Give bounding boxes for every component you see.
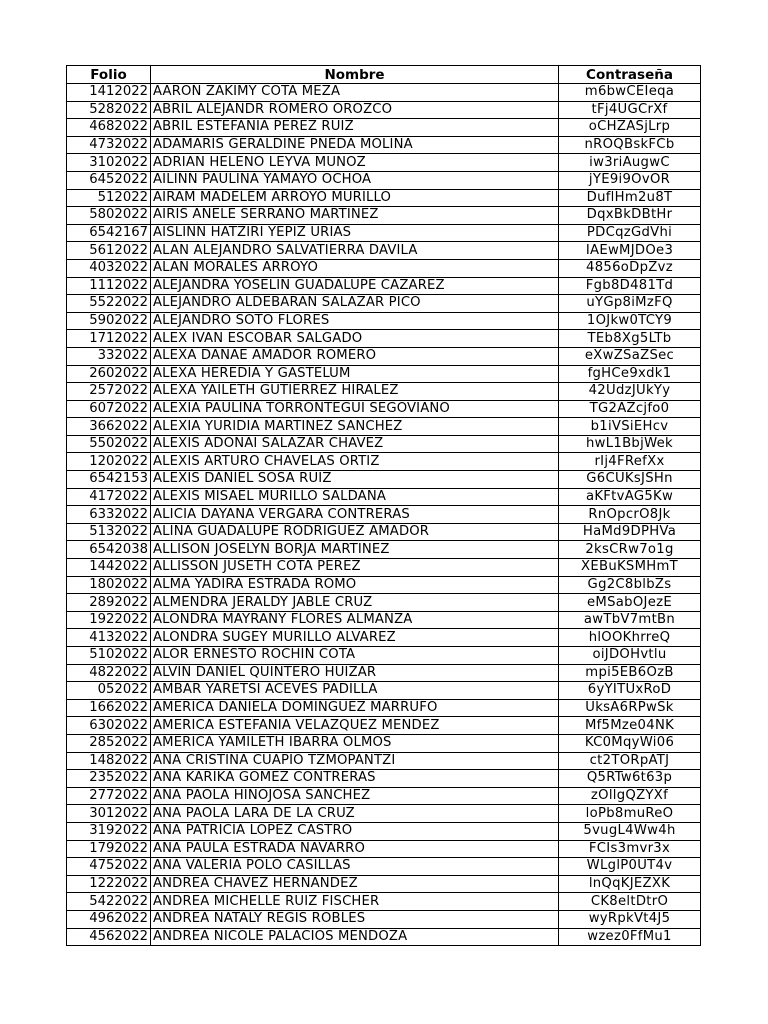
name-cell: ALONDRA SUGEY MURILLO ALVAREZ [151,629,559,647]
name-cell: ANDREA MICHELLE RUIZ FISCHER [151,893,559,911]
password-cell: WLglP0UT4v [559,858,701,876]
table-row [67,242,701,260]
table-row [67,576,701,594]
folio-cell: 5902022 [67,312,151,330]
folio-cell: 6302022 [67,717,151,735]
folio-cell: 6072022 [67,400,151,418]
table-row [67,822,701,840]
folio-cell: 6542167 [67,224,151,242]
password-cell: fgHCe9xdk1 [559,365,701,383]
name-cell: ALMA YADIRA ESTRADA ROMO [151,576,559,594]
password-cell: PDCqzGdVhi [559,224,701,242]
password-cell: Fgb8D481Td [559,277,701,295]
password-cell: iw3riAugwC [559,154,701,172]
password-cell: IAEwMJDOe3 [559,242,701,260]
name-cell: ANA CRISTINA CUAPIO TZMOPANTZI [151,752,559,770]
folio-cell: 1922022 [67,611,151,629]
password-cell: 2ksCRw7o1g [559,541,701,559]
password-cell: CK8eltDtrO [559,893,701,911]
password-cell: Q5RTw6t63p [559,770,701,788]
password-cell: hlOOKhrreQ [559,629,701,647]
folio-cell: 6542038 [67,541,151,559]
folio-cell: 2572022 [67,383,151,401]
folio-cell: 4032022 [67,259,151,277]
name-cell: ANA KARIKA GOMEZ CONTRERAS [151,770,559,788]
name-cell: ALEJANDRA YOSELIN GUADALUPE CAZAREZ [151,277,559,295]
name-cell: ANA PAOLA LARA DE LA CRUZ [151,805,559,823]
password-cell: Gg2C8blbZs [559,576,701,594]
folio-cell: 6332022 [67,506,151,524]
folio-cell: 3662022 [67,418,151,436]
folio-cell: 6542153 [67,471,151,489]
name-cell: ALLISON JOSELYN BORJA MARTINEZ [151,541,559,559]
name-cell: ANDREA NATALY REGIS ROBLES [151,910,559,928]
name-cell: AISLINN HATZIRI YEPIZ URIAS [151,224,559,242]
folio-cell: 5502022 [67,435,151,453]
table-row [67,154,701,172]
name-cell: ADAMARIS GERALDINE PNEDA MOLINA [151,136,559,154]
password-cell: ct2TORpATJ [559,752,701,770]
table-row [67,435,701,453]
name-cell: AIRIS ANELE SERRANO MARTINEZ [151,207,559,225]
table-row [67,84,701,102]
folio-cell: 1712022 [67,330,151,348]
folio-cell: 5422022 [67,893,151,911]
table-row [67,207,701,225]
name-cell: ALOR ERNESTO ROCHIN COTA [151,647,559,665]
folio-cell: 2852022 [67,734,151,752]
name-cell: ALEXIS DANIEL SOSA RUIZ [151,471,559,489]
name-cell: ALAN MORALES ARROYO [151,259,559,277]
password-cell: G6CUKsJSHn [559,471,701,489]
table-row [67,682,701,700]
password-cell: 4856oDpZvz [559,259,701,277]
folio-cell: 1442022 [67,559,151,577]
name-cell: ANA VALERIA POLO CASILLAS [151,858,559,876]
folio-cell: 052022 [67,682,151,700]
password-cell: TEb8Xg5LTb [559,330,701,348]
name-cell: AIRAM MADELEM ARROYO MURILLO [151,189,559,207]
name-cell: ADRIAN HELENO LEYVA MUNOZ [151,154,559,172]
header-row [67,66,701,84]
table-row [67,840,701,858]
name-cell: ABRIL ALEJANDR ROMERO OROZCO [151,101,559,119]
password-cell: m6bwCEIeqa [559,84,701,102]
password-cell: HaMd9DPHVa [559,523,701,541]
password-cell: lnQqKJEZXK [559,875,701,893]
password-cell: RnOpcrO8Jk [559,506,701,524]
table-row [67,418,701,436]
password-cell: b1iVSiEHcv [559,418,701,436]
password-cell: XEBuKSMHmT [559,559,701,577]
table-body [67,84,701,946]
password-cell: zOllgQZYXf [559,787,701,805]
name-cell: ALINA GUADALUPE RODRIGUEZ AMADOR [151,523,559,541]
table-row [67,805,701,823]
name-cell: AMERICA YAMILETH IBARRA OLMOS [151,734,559,752]
password-cell: Mf5Mze04NK [559,717,701,735]
folio-cell: 3012022 [67,805,151,823]
table-row [67,119,701,137]
name-cell: ALAN ALEJANDRO SALVATIERRA DAVILA [151,242,559,260]
table-row [67,875,701,893]
table-row [67,629,701,647]
name-cell: ALMENDRA JERALDY JABLE CRUZ [151,594,559,612]
password-cell: tFj4UGCrXf [559,101,701,119]
folio-cell: 4962022 [67,910,151,928]
table-row [67,787,701,805]
name-cell: ANDREA CHAVEZ HERNANDEZ [151,875,559,893]
table-row [67,717,701,735]
table-row [67,594,701,612]
name-cell: ALEX IVAN ESCOBAR SALGADO [151,330,559,348]
folio-cell: 6452022 [67,171,151,189]
folio-cell: 5282022 [67,101,151,119]
folio-cell: 5132022 [67,523,151,541]
folio-cell: 2772022 [67,787,151,805]
name-cell: ALEXIA YURIDIA MARTINEZ SANCHEZ [151,418,559,436]
password-cell: awTbV7mtBn [559,611,701,629]
table-row [67,224,701,242]
table-row [67,312,701,330]
password-cell: DuflHm2u8T [559,189,701,207]
header-folio: Folio [67,66,151,84]
folio-cell: 512022 [67,189,151,207]
table-row [67,171,701,189]
folio-cell: 4732022 [67,136,151,154]
name-cell: ALONDRA MAYRANY FLORES ALMANZA [151,611,559,629]
table-row [67,488,701,506]
name-cell: AMERICA ESTEFANIA VELAZQUEZ MENDEZ [151,717,559,735]
table-row [67,471,701,489]
name-cell: ALEXA YAILETH GUTIERREZ HIRALEZ [151,383,559,401]
folio-cell: 2352022 [67,770,151,788]
password-cell: nROQBskFCb [559,136,701,154]
table-row [67,910,701,928]
password-table [66,65,701,946]
table-row [67,523,701,541]
name-cell: ALEXA DANAE AMADOR ROMERO [151,347,559,365]
name-cell: ALEJANDRO ALDEBARAN SALAZAR PICO [151,295,559,313]
header-nombre: Nombre [151,66,559,84]
folio-cell: 5612022 [67,242,151,260]
password-cell: loPb8muReO [559,805,701,823]
table-row [67,189,701,207]
name-cell: ALICIA DAYANA VERGARA CONTRERAS [151,506,559,524]
table-row [67,699,701,717]
folio-cell: 5802022 [67,207,151,225]
name-cell: ALEJANDRO SOTO FLORES [151,312,559,330]
password-cell: oCHZASjLrp [559,119,701,137]
folio-cell: 1482022 [67,752,151,770]
name-cell: ANDREA NICOLE PALACIOS MENDOZA [151,928,559,946]
table-row [67,453,701,471]
table-row [67,858,701,876]
password-cell: jYE9i9OvOR [559,171,701,189]
folio-cell: 1662022 [67,699,151,717]
password-cell: UksA6RPwSk [559,699,701,717]
password-cell: 42UdzJUkYy [559,383,701,401]
name-cell: ANA PAOLA HINOJOSA SANCHEZ [151,787,559,805]
folio-cell: 1202022 [67,453,151,471]
password-cell: 6yYITUxRoD [559,682,701,700]
folio-cell: 2602022 [67,365,151,383]
table-row [67,893,701,911]
table-row [67,541,701,559]
table-row [67,664,701,682]
folio-cell: 4562022 [67,928,151,946]
password-cell: eMSabOJezE [559,594,701,612]
table-row [67,770,701,788]
name-cell: AARON ZAKIMY COTA MEZA [151,84,559,102]
password-cell: aKFtvAG5Kw [559,488,701,506]
table-row [67,295,701,313]
name-cell: AILINN PAULINA YAMAYO OCHOA [151,171,559,189]
folio-cell: 4172022 [67,488,151,506]
password-cell: 5vugL4Ww4h [559,822,701,840]
name-cell: ABRIL ESTEFANIA PEREZ RUIZ [151,119,559,137]
name-cell: AMERICA DANIELA DOMINGUEZ MARRUFO [151,699,559,717]
name-cell: ANA PAULA ESTRADA NAVARRO [151,840,559,858]
folio-cell: 1222022 [67,875,151,893]
folio-cell: 1792022 [67,840,151,858]
table-row [67,136,701,154]
name-cell: ANA PATRICIA LOPEZ CASTRO [151,822,559,840]
password-cell: FCIs3mvr3x [559,840,701,858]
folio-cell: 1412022 [67,84,151,102]
name-cell: ALLISSON JUSETH COTA PEREZ [151,559,559,577]
password-cell: TG2AZcjfo0 [559,400,701,418]
name-cell: ALEXIS ADONAI SALAZAR CHAVEZ [151,435,559,453]
name-cell: ALEXIS MISAEL MURILLO SALDAÑA [151,488,559,506]
table-row [67,752,701,770]
name-cell: ALVIN DANIEL QUINTERO HUIZAR [151,664,559,682]
folio-cell: 1802022 [67,576,151,594]
folio-cell: 1112022 [67,277,151,295]
table-row [67,647,701,665]
name-cell: AMBAR YARETSI ACEVES PADILLA [151,682,559,700]
password-cell: wzez0FfMu1 [559,928,701,946]
password-cell: hwL1BbjWek [559,435,701,453]
folio-cell: 4822022 [67,664,151,682]
name-cell: ALEXIA PAULINA TORRONTEGUI SEGOVIANO [151,400,559,418]
table-row [67,347,701,365]
folio-cell: 5102022 [67,647,151,665]
password-cell: uYGp8iMzFQ [559,295,701,313]
folio-cell: 3102022 [67,154,151,172]
folio-cell: 4132022 [67,629,151,647]
table-row [67,928,701,946]
table-row [67,330,701,348]
table-row [67,365,701,383]
password-cell: rIj4FRefXx [559,453,701,471]
folio-cell: 332022 [67,347,151,365]
password-cell: DqxBkDBtHr [559,207,701,225]
password-cell: 1OJkw0TCY9 [559,312,701,330]
password-cell: oiJDOHvtlu [559,647,701,665]
password-cell: mpi5EB6OzB [559,664,701,682]
folio-cell: 4682022 [67,119,151,137]
folio-cell: 5522022 [67,295,151,313]
table-row [67,101,701,119]
table-row [67,559,701,577]
table-row [67,506,701,524]
table-row [67,734,701,752]
table-row [67,277,701,295]
table-row [67,400,701,418]
table-row [67,383,701,401]
name-cell: ALEXA HEREDIA Y GASTELUM [151,365,559,383]
folio-cell: 2892022 [67,594,151,612]
header-contrasena: Contraseña [559,66,701,84]
password-cell: wyRpkVt4J5 [559,910,701,928]
name-cell: ALEXIS ARTURO CHAVELAS ORTIZ [151,453,559,471]
password-cell: KC0MqyWi06 [559,734,701,752]
password-cell: eXwZSaZSec [559,347,701,365]
folio-cell: 3192022 [67,822,151,840]
table-row [67,259,701,277]
table-row [67,611,701,629]
folio-cell: 4752022 [67,858,151,876]
